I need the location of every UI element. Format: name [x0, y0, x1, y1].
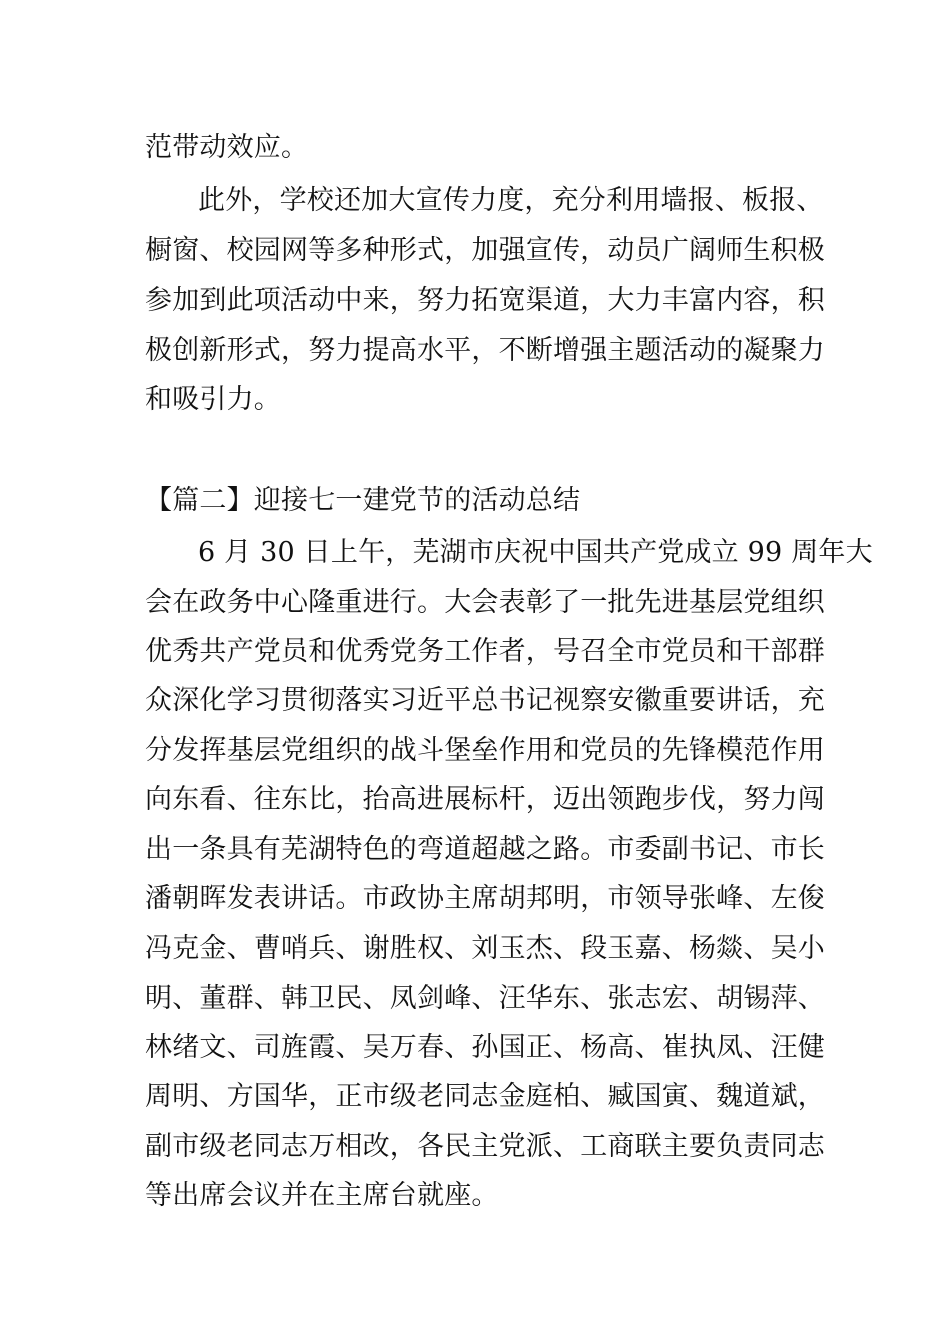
paragraph-line: 分发挥基层党组织的战斗堡垒作用和党员的先锋模范作用: [145, 735, 825, 766]
paragraph-line: 范带动效应。: [145, 132, 309, 163]
paragraph-line: 优秀共产党员和优秀党务工作者，号召全市党员和干部群: [145, 636, 825, 667]
paragraph-line: 冯克金、曹哨兵、谢胜权、刘玉杰、段玉嘉、杨燚、吴小: [145, 933, 825, 964]
paragraph-line: 参加到此项活动中来，努力拓宽渠道，大力丰富内容，积: [145, 285, 825, 316]
section-heading: 【篇二】迎接七一建党节的活动总结: [145, 485, 581, 516]
paragraph-line: 众深化学习贯彻落实习近平总书记视察安徽重要讲话，充: [145, 685, 825, 716]
paragraph-line: 向东看、往东比，抬高进展标杆，迈出领跑步伐，努力闯: [145, 784, 825, 815]
paragraph-line: 林绪文、司旌霞、吴万春、孙国正、杨高、崔执凤、汪健: [145, 1032, 825, 1063]
paragraph-line: 潘朝晖发表讲话。市政协主席胡邦明，市领导张峰、左俊: [145, 883, 825, 914]
paragraph-line: 6 月 30 日上午，芜湖市庆祝中国共产党成立 99 周年大: [198, 537, 873, 568]
paragraph-line: 会在政务中心隆重进行。大会表彰了一批先进基层党组织: [145, 587, 825, 618]
paragraph-line: 副市级老同志万相改，各民主党派、工商联主要负责同志: [145, 1131, 825, 1162]
paragraph-line: 极创新形式，努力提高水平，不断增强主题活动的凝聚力: [145, 335, 825, 366]
paragraph-line: 出一条具有芜湖特色的弯道超越之路。市委副书记、市长: [145, 834, 825, 865]
paragraph-line: 周明、方国华，正市级老同志金庭柏、臧国寅、魏道斌，: [145, 1081, 825, 1112]
paragraph-line: 明、董群、韩卫民、凤剑峰、汪华东、张志宏、胡锡萍、: [145, 983, 825, 1014]
paragraph-line: 橱窗、校园网等多种形式，加强宣传，动员广阔师生积极: [145, 235, 825, 266]
paragraph-line: 和吸引力。: [145, 384, 281, 415]
paragraph-line: 此外，学校还加大宣传力度，充分利用墙报、板报、: [198, 185, 824, 216]
paragraph-line: 等出席会议并在主席台就座。: [145, 1180, 499, 1211]
